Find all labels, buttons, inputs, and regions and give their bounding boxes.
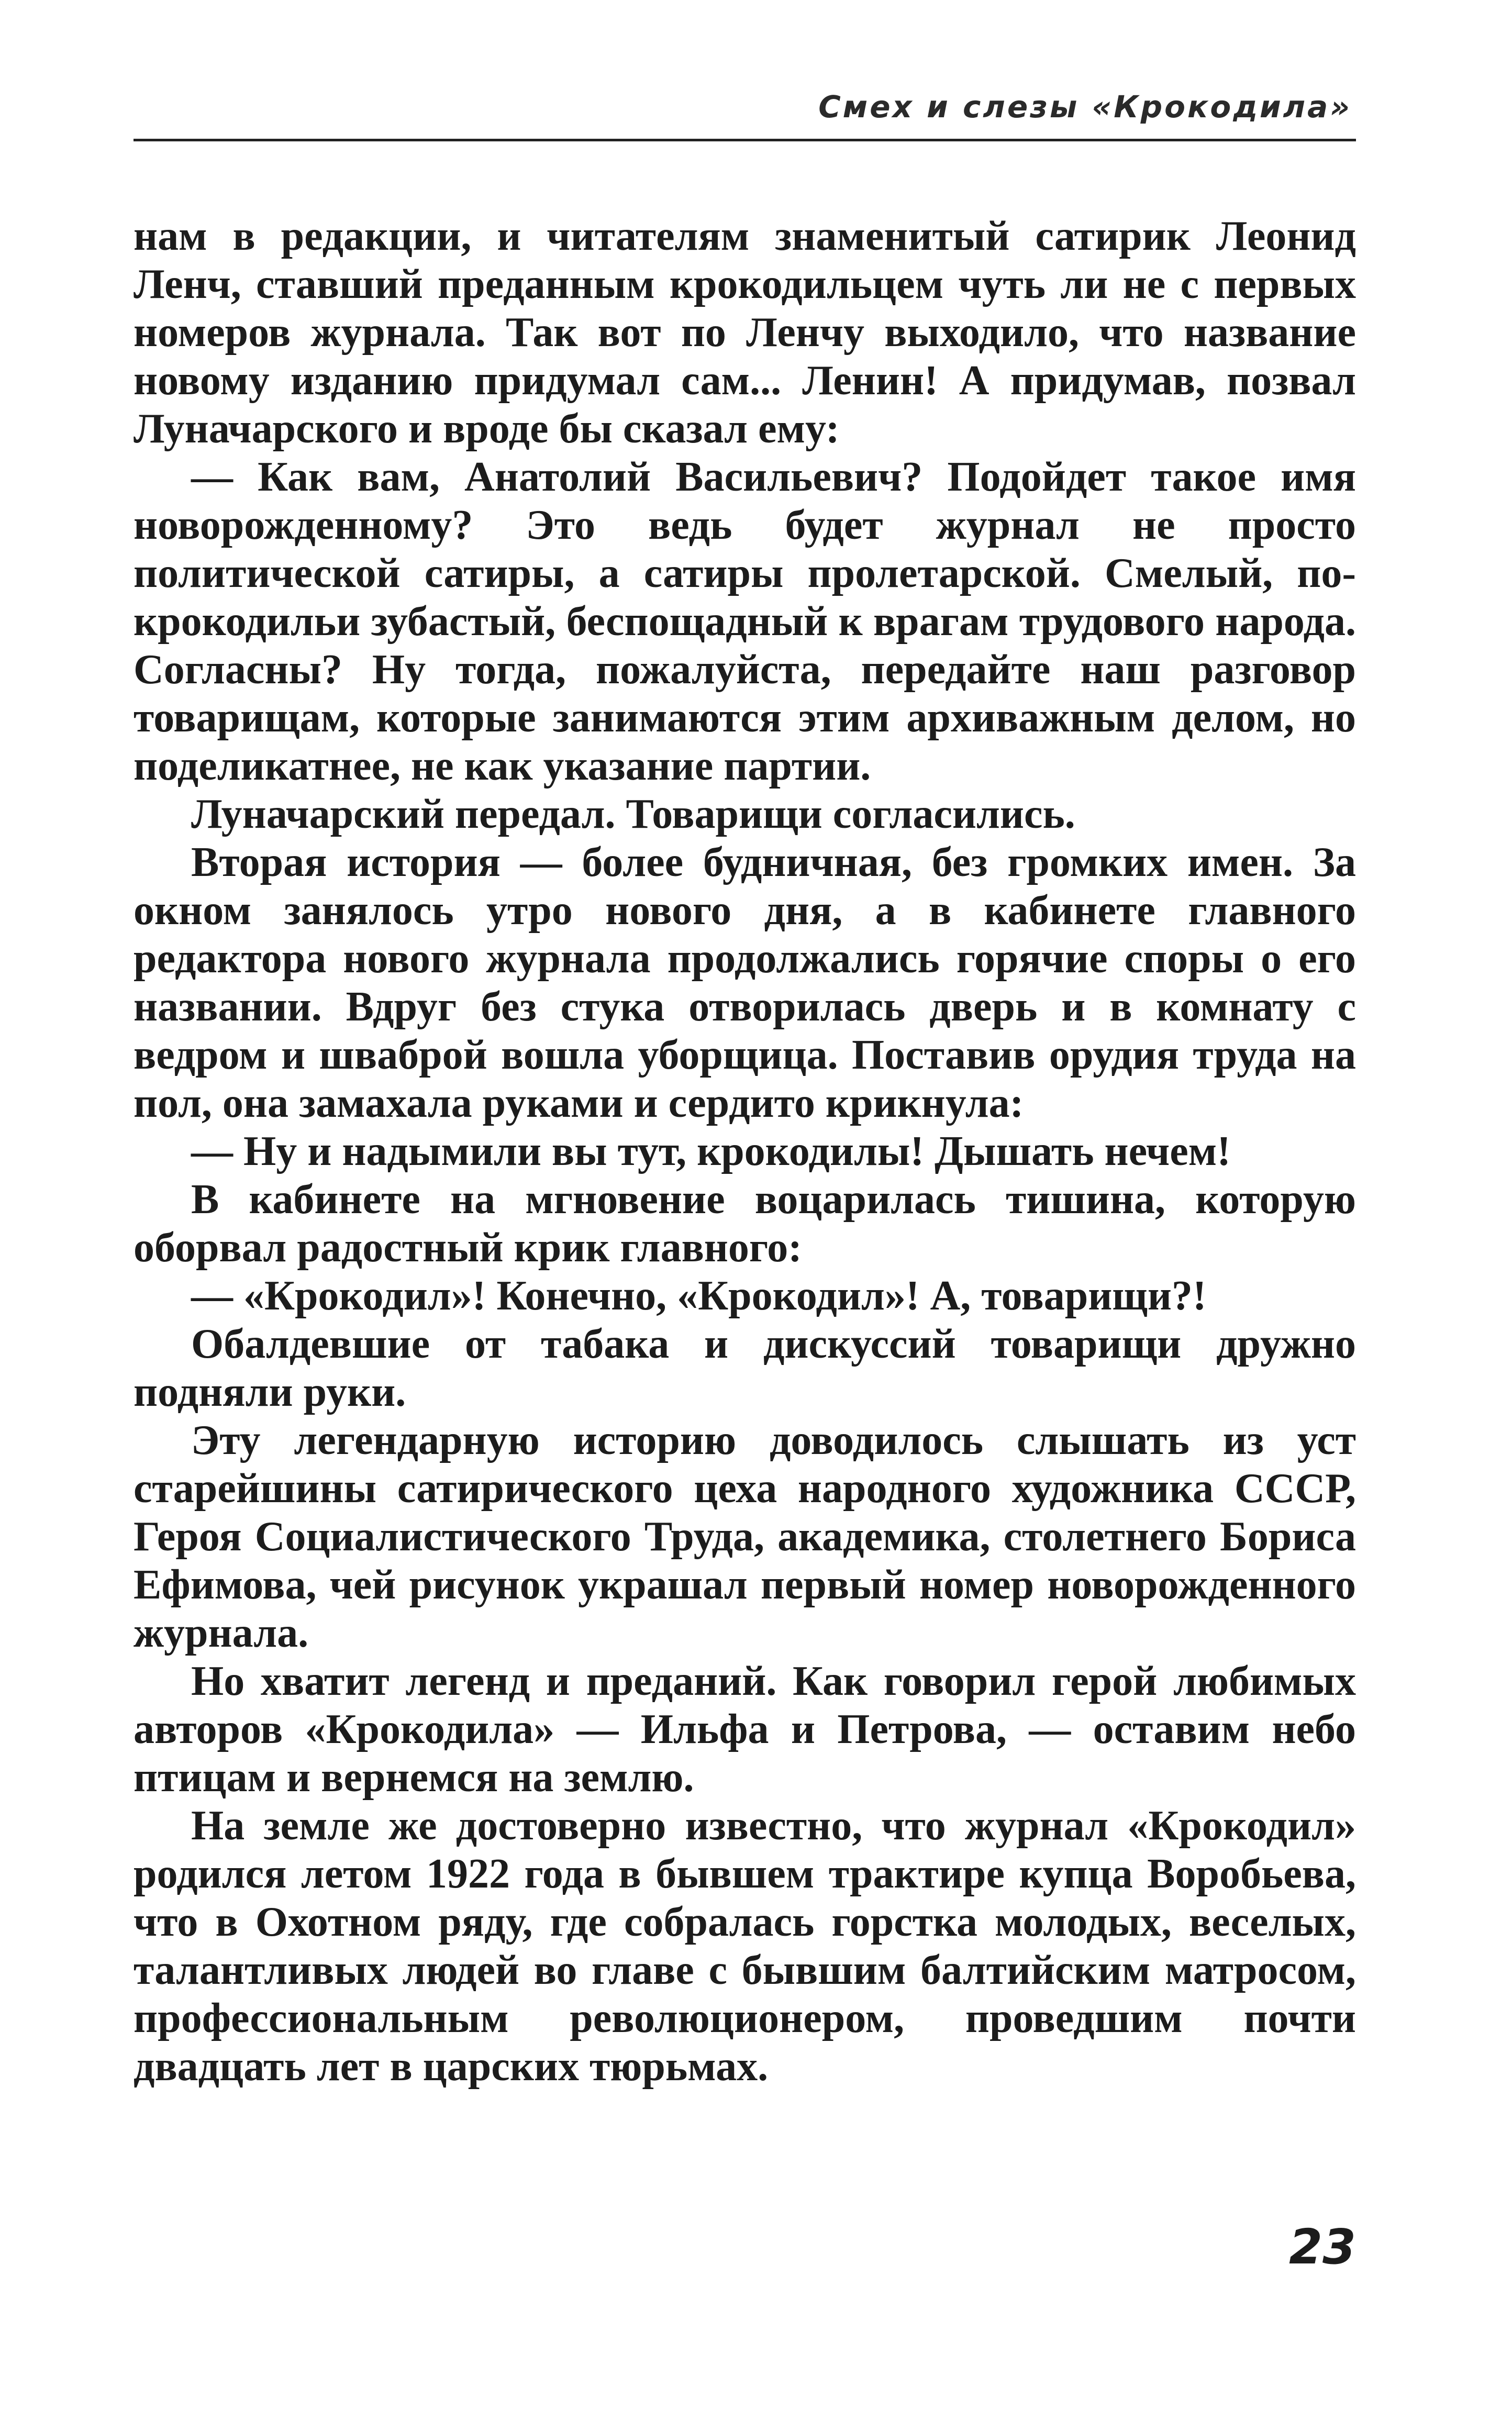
paragraph-continued: нам в редакции, и читателям знаменитый сатирик Леонид Ленч, ставший преданным крокодильцем чуть ли не с первых номеров журнала. Так вот по Ленчу выходило, что название новому изданию придумал сам... Ленин! А придумав, позвал Луначарского и вроде бы сказал ему: bbox=[134, 213, 1356, 452]
body-text bbox=[134, 212, 1356, 2091]
paragraph: — Как вам, Анатолий Васильевич? Подойдет такое имя новорожденному? Это ведь будет журнал не просто политической сатиры, а сатиры пролетарской. Смелый, по-крокодильи зубастый, беспощадный к врагам трудового народа. Согласны? Ну тогда, пожалуйста, передайте наш разговор товарищам, которые занимаются этим архиважным делом, но поделикатнее, не как указание партии. bbox=[134, 454, 1356, 789]
paragraph: Вторая история — более будничная, без громких имен. За окном занялось утро нового дня, а в кабинете главного редактора нового журнала продолжались горячие споры о его названии. Вдруг без стука отворилась дверь и в комнату с ведром и шваброй вошла уборщица. Поставив орудия труда на пол, она замахала руками и сердито крикнула: bbox=[134, 839, 1356, 1126]
paragraph: На земле же достоверно известно, что журнал «Крокодил» родился летом 1922 года в бывшем трактире купца Воробьева, что в Охотном ряду, где собралась горстка молодых, веселых, талантливых людей во главе с бывшим балтийским матросом, профессиональным революционером, проведшим почти двадцать лет в царских тюрьмах. bbox=[134, 1803, 1356, 2090]
paragraph: Луначарский передал. Товарищи согласились. bbox=[191, 791, 1075, 837]
paragraph: В кабинете на мгновение воцарилась тишина, которую оборвал радостный крик главного: bbox=[134, 1176, 1356, 1271]
paragraph: — Ну и надымили вы тут, крокодилы! Дышать нечем! bbox=[191, 1128, 1231, 1174]
running-title: Смех и слезы «Крокодила» bbox=[818, 89, 1352, 125]
paragraph: — «Крокодил»! Конечно, «Крокодил»! А, товарищи?! bbox=[191, 1273, 1207, 1319]
paragraph: Но хватит легенд и преданий. Как говорил герой любимых авторов «Крокодила» — Ильфа и Петрова, — оставим небо птицам и вернемся на землю. bbox=[134, 1658, 1356, 1801]
page-number: 23 bbox=[1288, 2219, 1356, 2275]
running-header bbox=[134, 89, 1356, 141]
paragraph: Эту легендарную историю доводилось слышать из уст старейшины сатирического цеха народного художника СССР, Героя Социалистического Труда, академика, столетнего Бориса Ефимова, чей рисунок украшал первый номер новорожденного журнала. bbox=[134, 1417, 1356, 1656]
paragraph: Обалдевшие от табака и дискуссий товарищи дружно подняли руки. bbox=[134, 1321, 1356, 1415]
